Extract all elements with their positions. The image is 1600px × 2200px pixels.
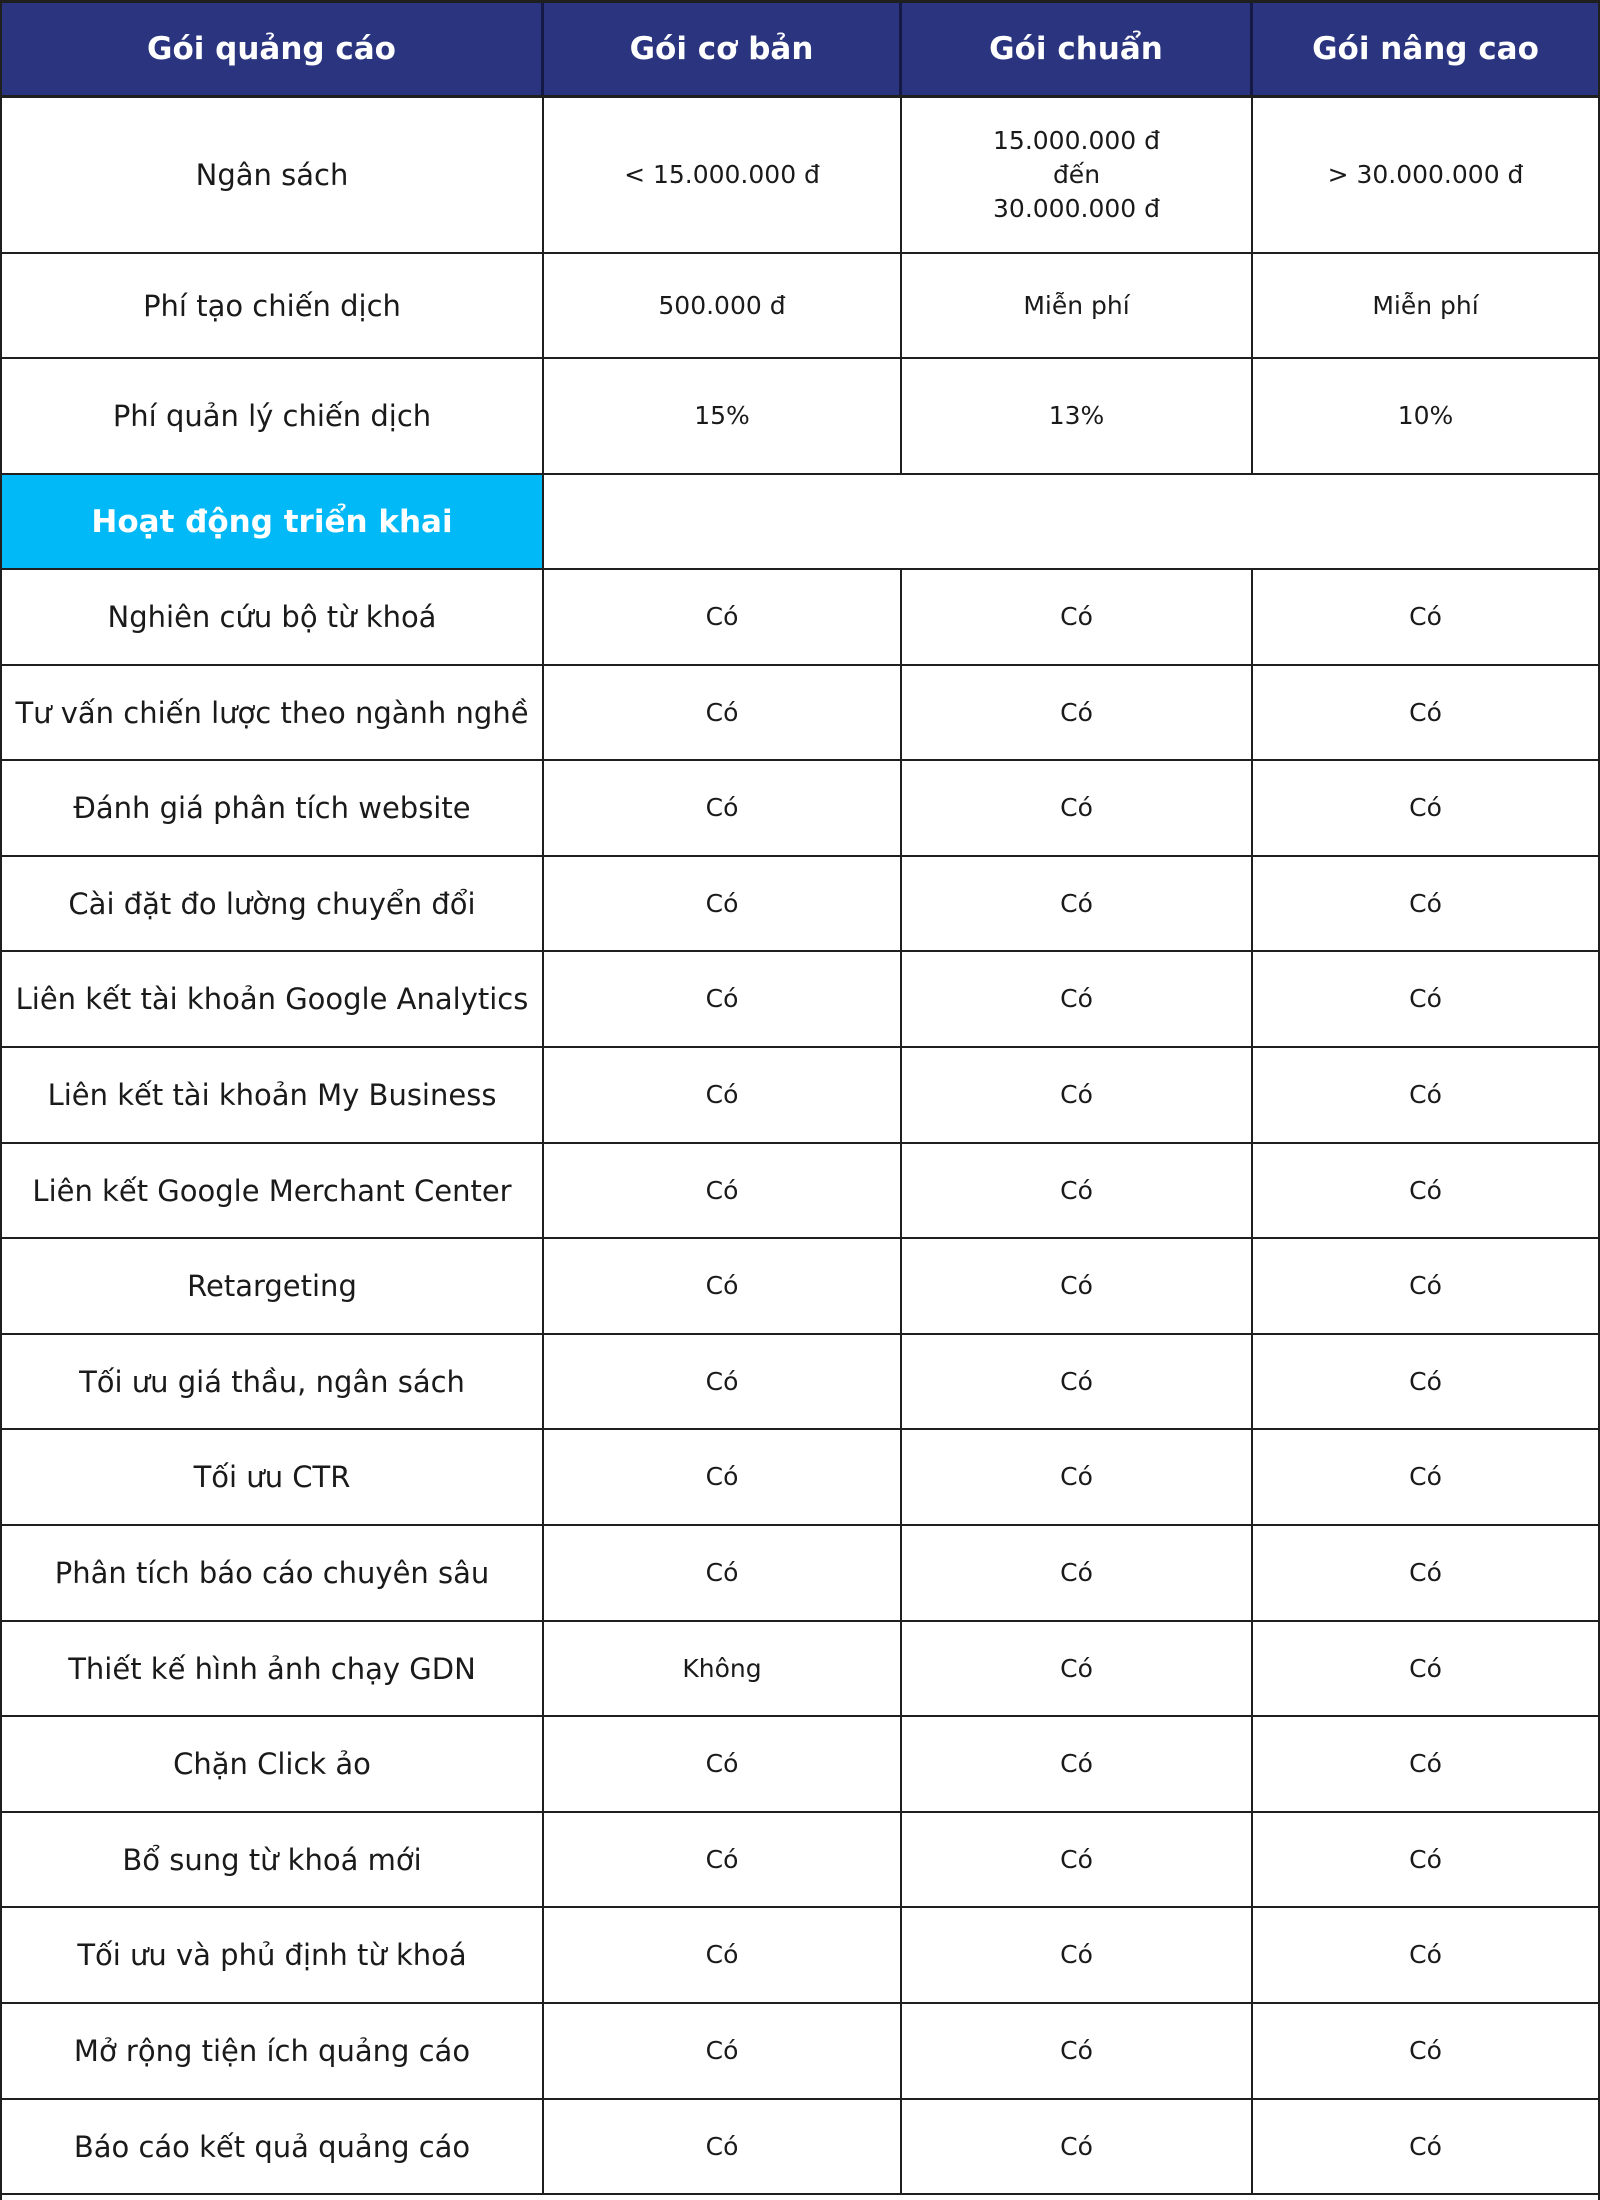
activity-basic-value: Có	[544, 1144, 902, 1237]
table-row	[2, 761, 1598, 857]
table-row-setup-fee	[2, 254, 1598, 359]
activity-basic-value: Không	[544, 1622, 902, 1715]
table-row	[2, 1048, 1598, 1144]
activity-standard-value: Có	[902, 857, 1253, 950]
activity-advanced-value: Có	[1409, 1462, 1442, 1491]
table-row-management-fee	[2, 359, 1598, 475]
setup-fee-standard: Miễn phí	[902, 254, 1253, 357]
section-header-row	[2, 475, 1598, 570]
table-row	[2, 2100, 1598, 2195]
budget-advanced: > 30.000.000 đ	[1327, 160, 1524, 189]
activity-label: Tư vấn chiến lược theo ngành nghề	[2, 666, 544, 759]
activity-advanced-value: Có	[1409, 793, 1442, 822]
activity-standard-value: Có	[902, 1048, 1253, 1142]
activity-standard-value: Có	[902, 1526, 1253, 1620]
activity-standard-value: Có	[902, 1430, 1253, 1524]
activity-label: Tối ưu CTR	[2, 1430, 544, 1524]
budget-standard-line2: đến	[1052, 160, 1101, 189]
setup-fee-basic: 500.000 đ	[544, 254, 902, 357]
activity-label: Tối ưu và phủ định từ khoá	[2, 1908, 544, 2002]
budget-basic: < 15.000.000 đ	[544, 98, 902, 252]
table-row	[2, 1239, 1598, 1335]
activity-advanced-value: Có	[1409, 2131, 1442, 2161]
activity-standard-value: Có	[902, 952, 1253, 1046]
activity-standard-value: Có	[902, 1622, 1253, 1715]
budget-standard	[902, 98, 1253, 252]
activity-basic-value: Có	[544, 761, 902, 855]
setup-fee-label: Phí tạo chiến dịch	[2, 254, 544, 357]
activity-basic-value: Có	[544, 1239, 902, 1333]
activity-standard-value: Có	[902, 1144, 1253, 1237]
budget-standard-line1: 15.000.000 đ	[993, 126, 1160, 155]
activity-label: Liên kết tài khoản Google Analytics	[2, 952, 544, 1046]
header-standard-package: Gói chuẩn	[902, 3, 1253, 95]
activity-advanced-value: Có	[1409, 984, 1442, 1013]
table-row	[2, 2004, 1598, 2100]
activity-label: Nghiên cứu bộ từ khoá	[2, 570, 544, 664]
table-row	[2, 1813, 1598, 1908]
budget-label: Ngân sách	[2, 98, 544, 252]
activity-label: Retargeting	[2, 1239, 544, 1333]
table-header-row	[2, 0, 1598, 98]
activity-label: Bổ sung từ khoá mới	[2, 1813, 544, 1906]
activity-label: Tối ưu giá thầu, ngân sách	[2, 1335, 544, 1428]
activity-standard-value: Có	[902, 1717, 1253, 1811]
activity-label: Mở rộng tiện ích quảng cáo	[2, 2004, 544, 2098]
activity-advanced-value: Có	[1409, 1271, 1442, 1300]
activity-advanced-value: Có	[1409, 697, 1442, 727]
activity-advanced-value: Có	[1409, 602, 1442, 631]
table-row	[2, 952, 1598, 1048]
setup-fee-advanced: Miễn phí	[1372, 290, 1479, 320]
activity-basic-value: Có	[544, 1335, 902, 1428]
management-fee-advanced: 10%	[1397, 401, 1454, 430]
activity-basic-value: Có	[544, 2004, 902, 2098]
activity-standard-value: Có	[902, 666, 1253, 759]
table-row	[2, 857, 1598, 952]
table-row	[2, 666, 1598, 761]
table-row	[2, 1908, 1598, 2004]
activity-basic-value: Có	[544, 952, 902, 1046]
activity-basic-value: Có	[544, 570, 902, 664]
management-fee-label: Phí quản lý chiến dịch	[2, 359, 544, 473]
activity-standard-value: Có	[902, 1813, 1253, 1906]
activity-label: Thiết kế hình ảnh chạy GDN	[2, 1622, 544, 1715]
activity-advanced-value: Có	[1409, 1844, 1442, 1874]
management-fee-basic: 15%	[544, 359, 902, 473]
activity-label: Chặn Click ảo	[2, 1717, 544, 1811]
activity-standard-value: Có	[902, 1335, 1253, 1428]
table-row-budget	[2, 98, 1598, 254]
activity-basic-value: Có	[544, 1813, 902, 1906]
activity-label: Phân tích báo cáo chuyên sâu	[2, 1526, 544, 1620]
activity-advanced-value: Có	[1409, 1940, 1442, 1969]
activity-advanced-value: Có	[1409, 1080, 1442, 1109]
activity-label: Đánh giá phân tích website	[2, 761, 544, 855]
header-package-label: Gói quảng cáo	[2, 3, 544, 95]
activity-standard-value: Có	[902, 1239, 1253, 1333]
activity-advanced-value: Có	[1409, 1558, 1442, 1587]
table-row	[2, 1717, 1598, 1813]
activity-advanced-value: Có	[1409, 2036, 1442, 2065]
activity-basic-value: Có	[544, 666, 902, 759]
activity-basic-value: Có	[544, 1048, 902, 1142]
activity-label: Cài đặt đo lường chuyển đổi	[2, 857, 544, 950]
activity-basic-value: Có	[544, 857, 902, 950]
activity-basic-value: Có	[544, 1526, 902, 1620]
activity-standard-value: Có	[902, 2004, 1253, 2098]
table-row	[2, 1144, 1598, 1239]
activity-label: Liên kết tài khoản My Business	[2, 1048, 544, 1142]
activity-standard-value: Có	[902, 1908, 1253, 2002]
activity-basic-value: Có	[544, 2100, 902, 2193]
header-basic-package: Gói cơ bản	[544, 3, 902, 95]
activity-advanced-value: Có	[1409, 1653, 1442, 1683]
table-row	[2, 1335, 1598, 1430]
activity-label: Liên kết Google Merchant Center	[2, 1144, 544, 1237]
table-row	[2, 570, 1598, 666]
activity-advanced-value: Có	[1409, 1175, 1442, 1205]
budget-standard-line3: 30.000.000 đ	[993, 194, 1160, 223]
table-row	[2, 1622, 1598, 1717]
activity-basic-value: Có	[544, 1717, 902, 1811]
section-blank-cell	[544, 475, 1598, 568]
activity-advanced-value: Có	[1409, 1366, 1442, 1396]
activity-standard-value: Có	[902, 2100, 1253, 2193]
table-row	[2, 1430, 1598, 1526]
header-advanced-package: Gói nâng cao	[1312, 31, 1539, 67]
activity-basic-value: Có	[544, 1430, 902, 1524]
activity-label: Báo cáo kết quả quảng cáo	[2, 2100, 544, 2193]
activity-standard-value: Có	[902, 570, 1253, 664]
section-title: Hoạt động triển khai	[2, 475, 544, 568]
activity-advanced-value: Có	[1409, 888, 1442, 918]
management-fee-standard: 13%	[902, 359, 1253, 473]
table-row	[2, 1526, 1598, 1622]
activity-advanced-value: Có	[1409, 1749, 1442, 1778]
activity-basic-value: Có	[544, 1908, 902, 2002]
activity-standard-value: Có	[902, 761, 1253, 855]
